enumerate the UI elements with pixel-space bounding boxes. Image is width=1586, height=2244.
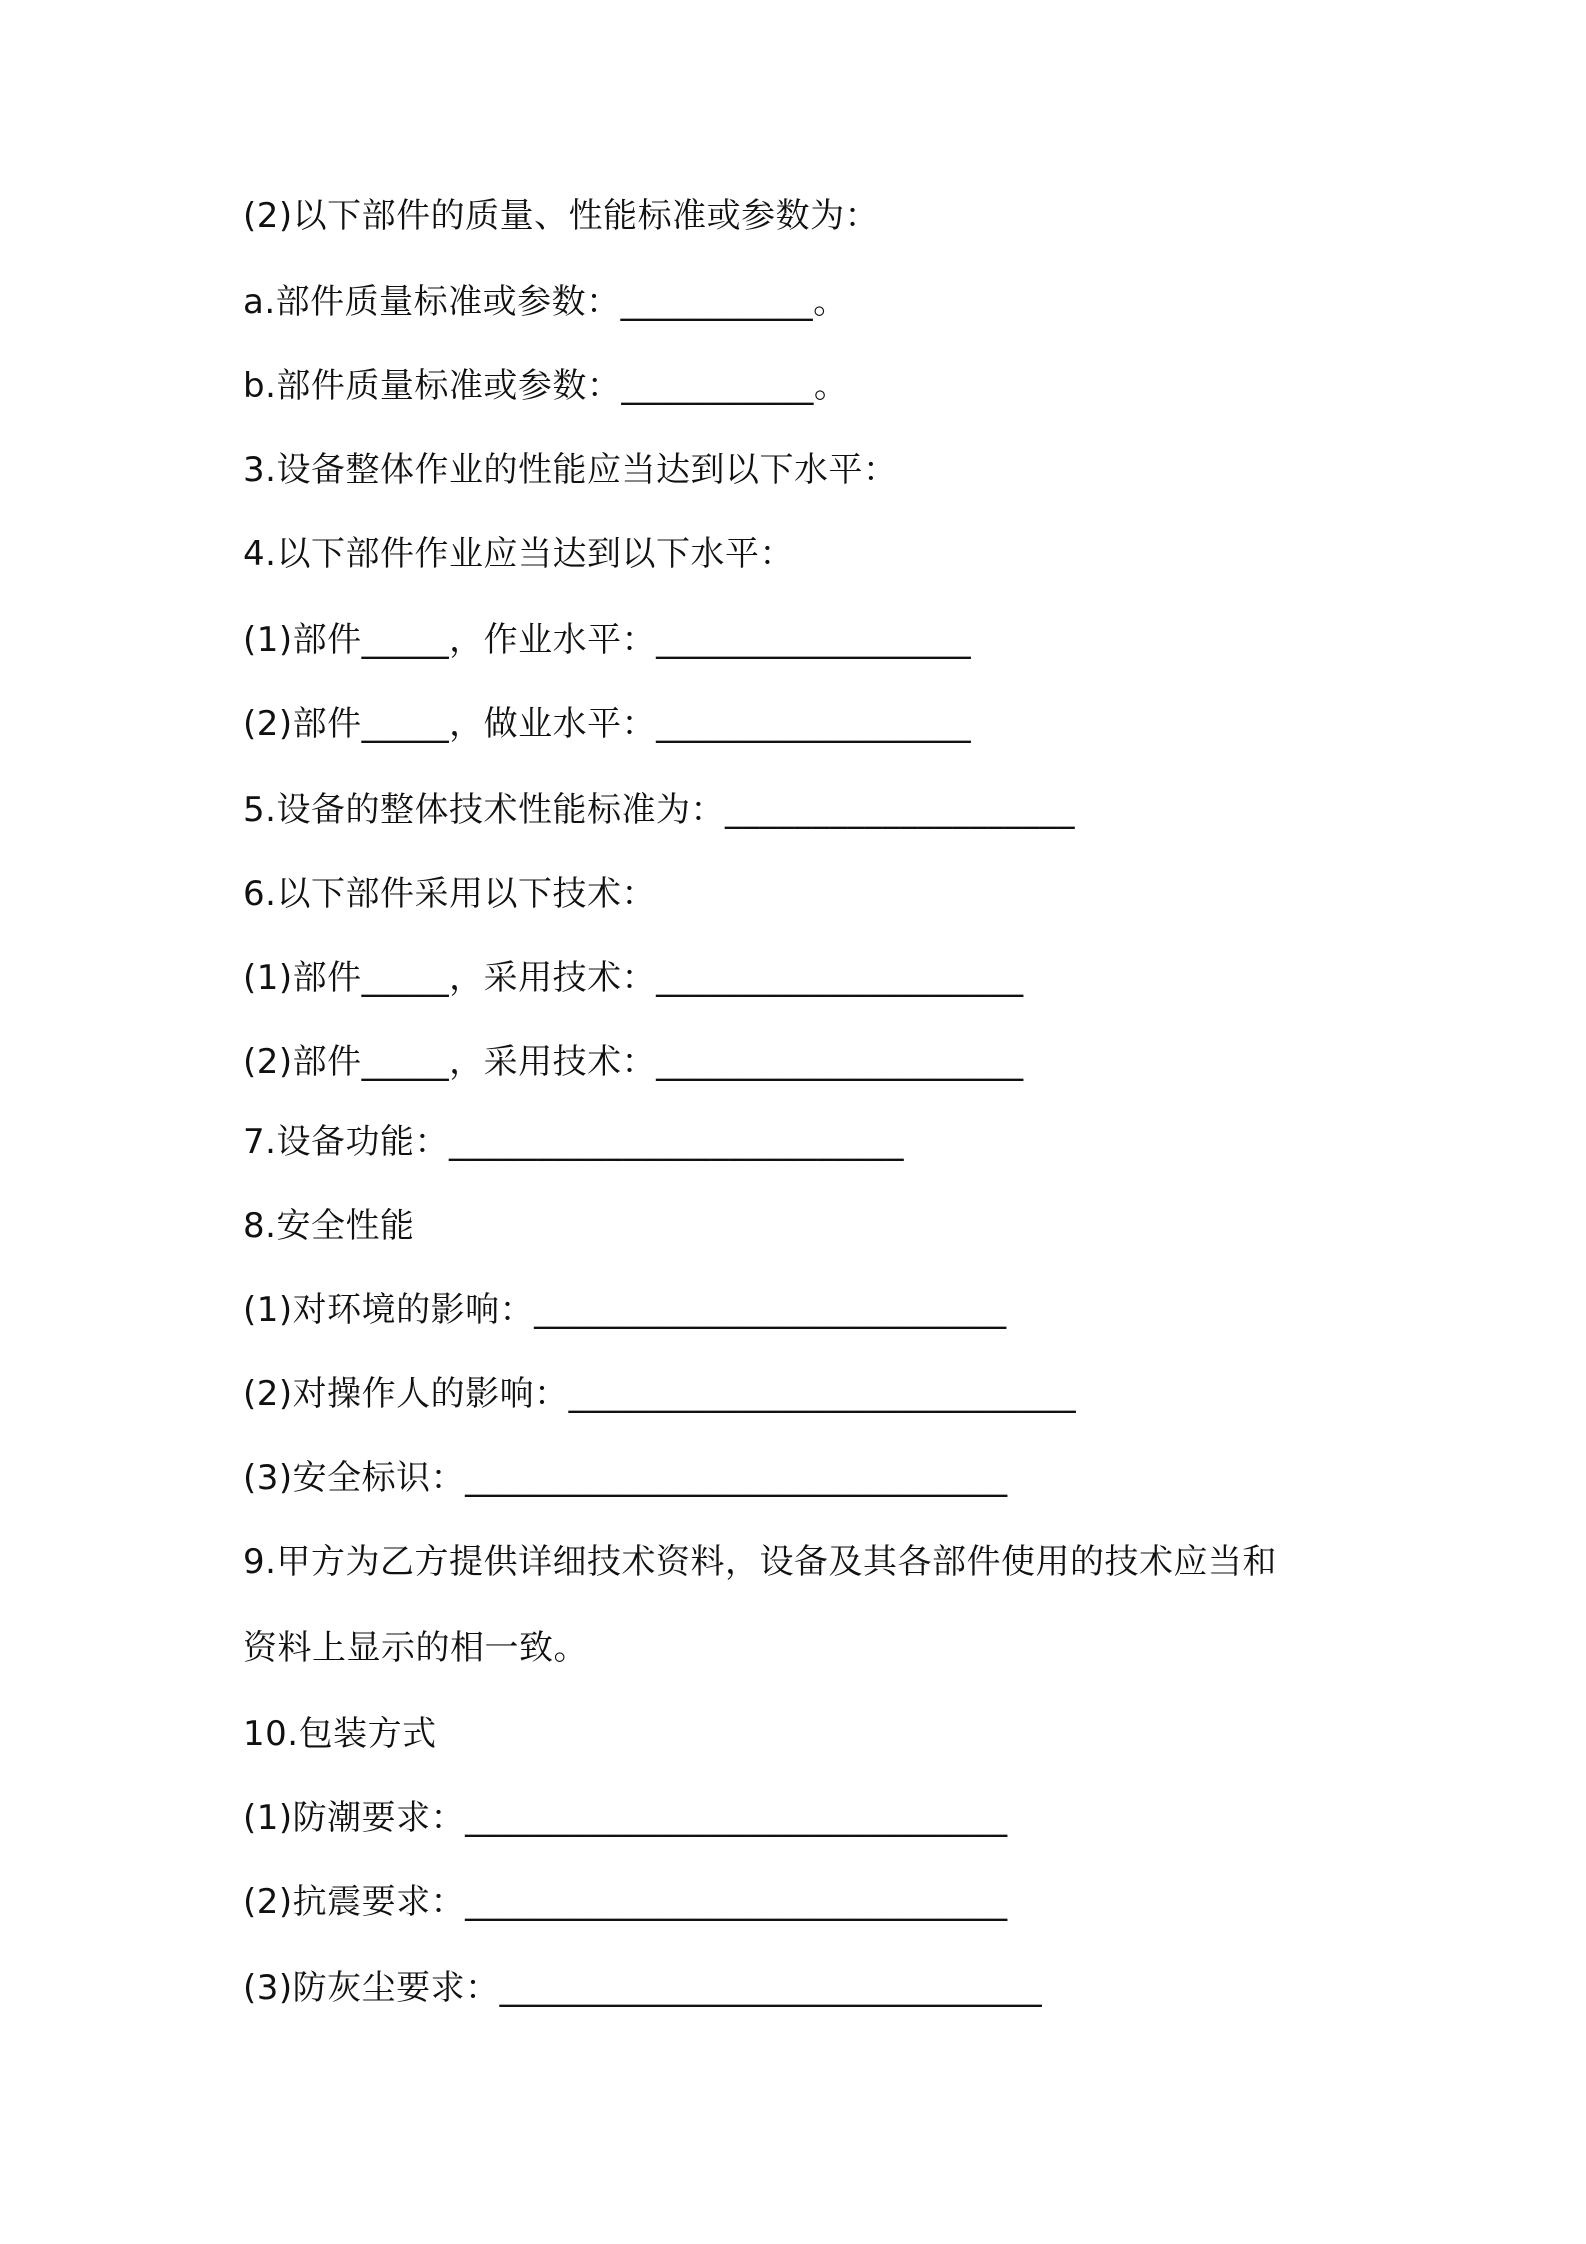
clause-6: 6.以下部件采用以下技术： — [243, 874, 656, 914]
clause-6-1: (1)部件_____，采用技术：_____________________ — [243, 958, 1024, 998]
clause-9-line-2: 资料上显示的相一致。 — [243, 1628, 588, 1668]
clause-8-2: (2)对操作人的影响：_____________________________ — [243, 1374, 1077, 1414]
clause-7: 7.设备功能：__________________________ — [243, 1122, 904, 1162]
clause-8-heading: 8.安全性能 — [243, 1206, 415, 1246]
clause-2-2-a: a.部件质量标准或参数：___________。 — [243, 282, 848, 322]
clause-6-2: (2)部件_____，采用技术：_____________________ — [243, 1042, 1024, 1082]
clause-8-3: (3)安全标识：_______________________________ — [243, 1458, 1008, 1498]
clause-10-heading: 10.包装方式 — [243, 1714, 437, 1754]
clause-4-2: (2)部件_____，做业水平：__________________ — [243, 704, 972, 744]
clause-5: 5.设备的整体技术性能标准为：____________________ — [243, 790, 1075, 830]
clause-9-line-1: 9.甲方为乙方提供详细技术资料，设备及其各部件使用的技术应当和 — [243, 1542, 1277, 1582]
clause-2-2-b: b.部件质量标准或参数：___________。 — [243, 366, 849, 406]
clause-10-2: (2)抗震要求：_______________________________ — [243, 1882, 1008, 1922]
clause-10-3: (3)防灰尘要求：_______________________________ — [243, 1968, 1043, 2008]
clause-4-1: (1)部件_____，作业水平：__________________ — [243, 620, 972, 660]
clause-10-1: (1)防潮要求：_______________________________ — [243, 1798, 1008, 1838]
clause-2-2-heading: (2)以下部件的质量、性能标准或参数为： — [243, 196, 880, 236]
clause-4: 4.以下部件作业应当达到以下水平： — [243, 534, 794, 574]
clause-3: 3.设备整体作业的性能应当达到以下水平： — [243, 450, 898, 490]
clause-8-1: (1)对环境的影响：___________________________ — [243, 1290, 1007, 1330]
